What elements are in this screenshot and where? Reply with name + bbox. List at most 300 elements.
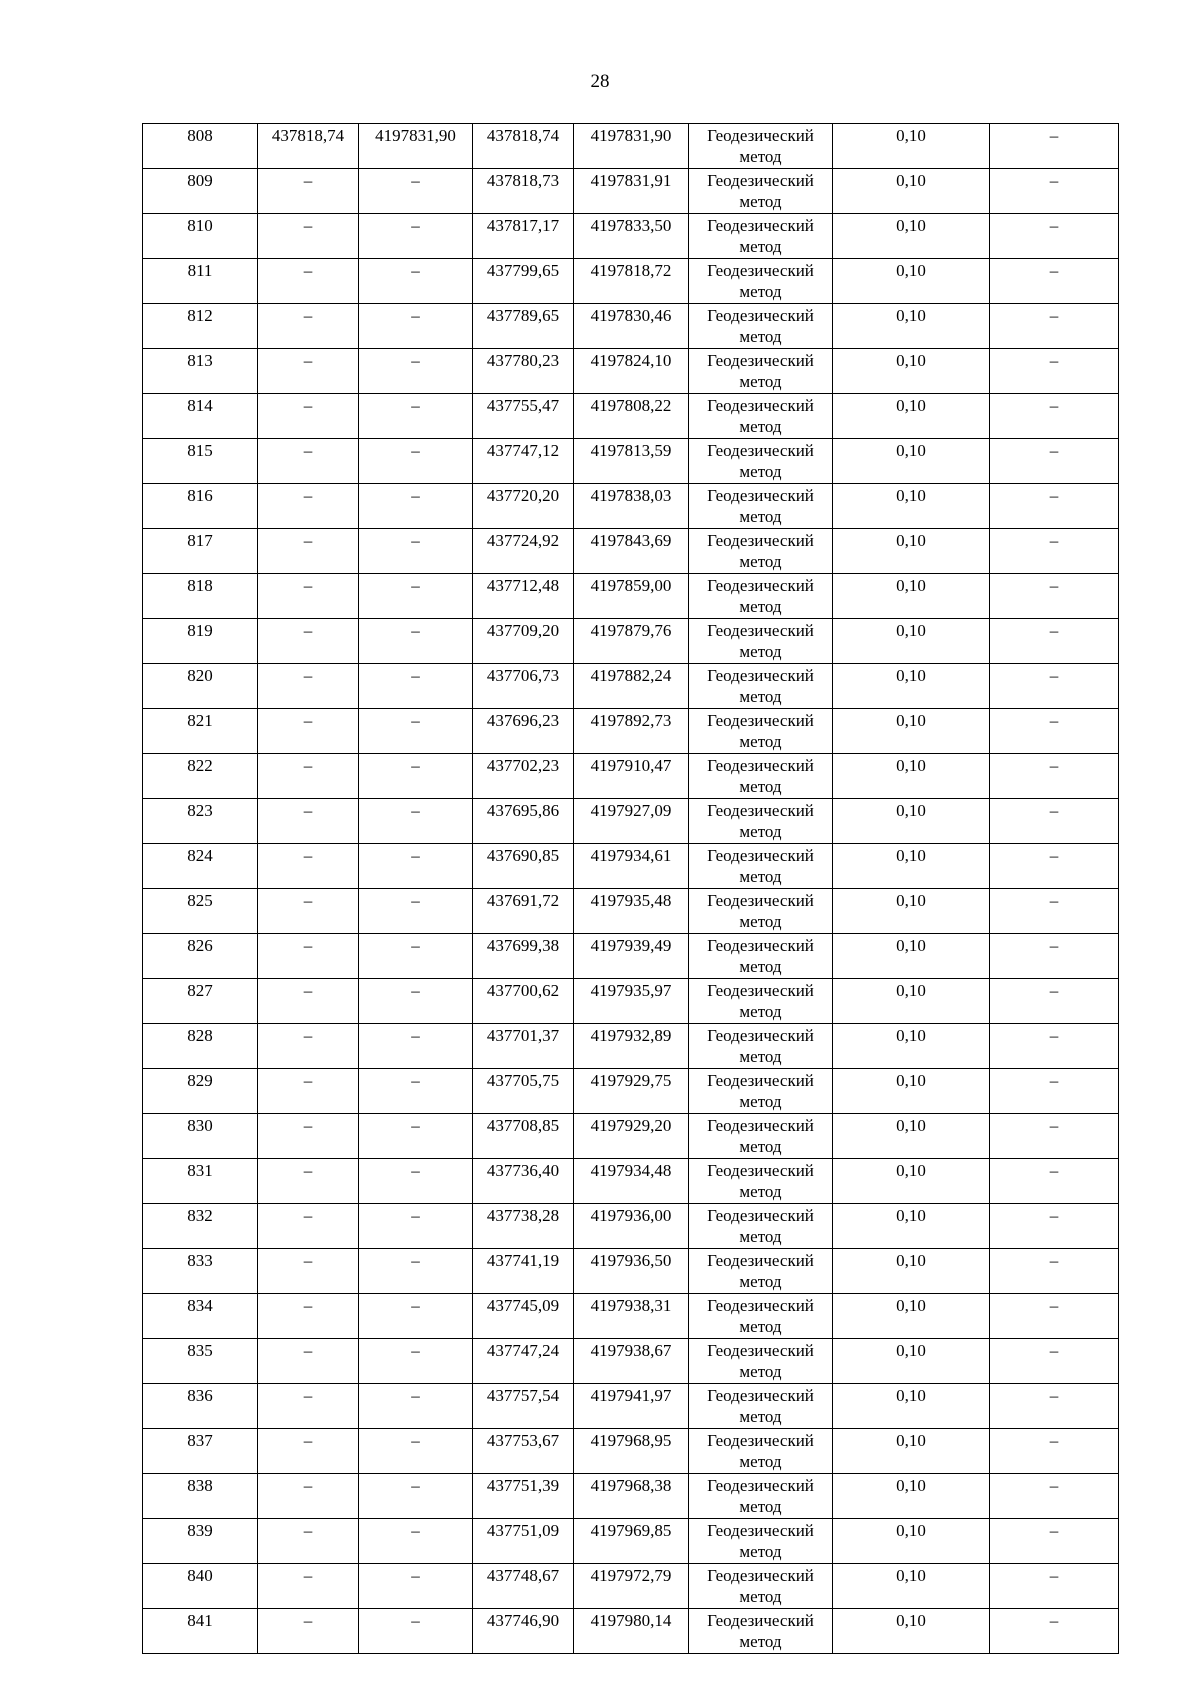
refined-x-cell: 437738,28 (473, 1204, 574, 1249)
table-row (143, 979, 1119, 1024)
note-cell: – (990, 124, 1119, 169)
table-row (143, 574, 1119, 619)
existing-y-cell: – (359, 1429, 473, 1474)
existing-y-cell: – (359, 754, 473, 799)
note-cell: – (990, 754, 1119, 799)
existing-x-cell: – (258, 169, 359, 214)
table-row (143, 1114, 1119, 1159)
table-row (143, 1429, 1119, 1474)
refined-x-cell: 437699,38 (473, 934, 574, 979)
refined-y-cell: 4197813,59 (574, 439, 689, 484)
table-row (143, 1609, 1119, 1654)
refined-y-cell: 4197968,95 (574, 1429, 689, 1474)
existing-x-cell: – (258, 844, 359, 889)
note-cell: – (990, 439, 1119, 484)
existing-x-cell: – (258, 1159, 359, 1204)
accuracy-cell: 0,10 (833, 1159, 990, 1204)
method-cell: Геодезический метод (689, 574, 833, 619)
refined-x-cell: 437724,92 (473, 529, 574, 574)
accuracy-cell: 0,10 (833, 1114, 990, 1159)
method-cell: Геодезический метод (689, 799, 833, 844)
existing-y-cell: – (359, 574, 473, 619)
refined-x-cell: 437753,67 (473, 1429, 574, 1474)
note-cell: – (990, 1249, 1119, 1294)
note-cell: – (990, 1474, 1119, 1519)
existing-y-cell: – (359, 619, 473, 664)
table-row (143, 169, 1119, 214)
note-cell: – (990, 1339, 1119, 1384)
existing-y-cell: – (359, 1564, 473, 1609)
refined-y-cell: 4197934,61 (574, 844, 689, 889)
accuracy-cell: 0,10 (833, 529, 990, 574)
existing-y-cell: – (359, 979, 473, 1024)
existing-y-cell: – (359, 529, 473, 574)
existing-x-cell: – (258, 934, 359, 979)
point-number-cell: 824 (143, 844, 258, 889)
note-cell: – (990, 889, 1119, 934)
method-cell: Геодезический метод (689, 1429, 833, 1474)
table-row (143, 304, 1119, 349)
accuracy-cell: 0,10 (833, 1474, 990, 1519)
existing-x-cell: – (258, 574, 359, 619)
coordinates-table (142, 123, 1119, 1654)
refined-x-cell: 437696,23 (473, 709, 574, 754)
table-row (143, 754, 1119, 799)
existing-y-cell: – (359, 169, 473, 214)
refined-y-cell: 4197972,79 (574, 1564, 689, 1609)
refined-y-cell: 4197935,97 (574, 979, 689, 1024)
existing-x-cell: – (258, 1204, 359, 1249)
accuracy-cell: 0,10 (833, 439, 990, 484)
accuracy-cell: 0,10 (833, 574, 990, 619)
note-cell: – (990, 259, 1119, 304)
point-number-cell: 826 (143, 934, 258, 979)
table-row (143, 619, 1119, 664)
method-cell: Геодезический метод (689, 1024, 833, 1069)
point-number-cell: 827 (143, 979, 258, 1024)
refined-y-cell: 4197831,90 (574, 124, 689, 169)
point-number-cell: 835 (143, 1339, 258, 1384)
accuracy-cell: 0,10 (833, 169, 990, 214)
refined-x-cell: 437720,20 (473, 484, 574, 529)
existing-x-cell: – (258, 304, 359, 349)
note-cell: – (990, 1294, 1119, 1339)
note-cell: – (990, 1384, 1119, 1429)
point-number-cell: 828 (143, 1024, 258, 1069)
method-cell: Геодезический метод (689, 259, 833, 304)
refined-y-cell: 4197929,75 (574, 1069, 689, 1114)
note-cell: – (990, 709, 1119, 754)
existing-y-cell: – (359, 214, 473, 259)
existing-x-cell: – (258, 709, 359, 754)
accuracy-cell: 0,10 (833, 1384, 990, 1429)
refined-x-cell: 437747,24 (473, 1339, 574, 1384)
method-cell: Геодезический метод (689, 1159, 833, 1204)
method-cell: Геодезический метод (689, 1249, 833, 1294)
refined-x-cell: 437706,73 (473, 664, 574, 709)
existing-x-cell: – (258, 1519, 359, 1564)
method-cell: Геодезический метод (689, 664, 833, 709)
table-row (143, 529, 1119, 574)
note-cell: – (990, 394, 1119, 439)
existing-x-cell: – (258, 619, 359, 664)
existing-y-cell: – (359, 664, 473, 709)
existing-y-cell: – (359, 844, 473, 889)
note-cell: – (990, 979, 1119, 1024)
existing-y-cell: – (359, 1069, 473, 1114)
point-number-cell: 819 (143, 619, 258, 664)
accuracy-cell: 0,10 (833, 394, 990, 439)
accuracy-cell: 0,10 (833, 754, 990, 799)
existing-x-cell: – (258, 529, 359, 574)
accuracy-cell: 0,10 (833, 844, 990, 889)
existing-y-cell: 4197831,90 (359, 124, 473, 169)
table-row (143, 1474, 1119, 1519)
note-cell: – (990, 574, 1119, 619)
existing-x-cell: – (258, 214, 359, 259)
existing-x-cell: – (258, 394, 359, 439)
refined-y-cell: 4197980,14 (574, 1609, 689, 1654)
refined-x-cell: 437818,73 (473, 169, 574, 214)
note-cell: – (990, 934, 1119, 979)
note-cell: – (990, 214, 1119, 259)
refined-y-cell: 4197808,22 (574, 394, 689, 439)
point-number-cell: 836 (143, 1384, 258, 1429)
existing-x-cell: 437818,74 (258, 124, 359, 169)
refined-y-cell: 4197833,50 (574, 214, 689, 259)
point-number-cell: 810 (143, 214, 258, 259)
method-cell: Геодезический метод (689, 394, 833, 439)
method-cell: Геодезический метод (689, 1519, 833, 1564)
point-number-cell: 840 (143, 1564, 258, 1609)
method-cell: Геодезический метод (689, 1294, 833, 1339)
method-cell: Геодезический метод (689, 1474, 833, 1519)
table-row (143, 799, 1119, 844)
existing-x-cell: – (258, 259, 359, 304)
refined-x-cell: 437691,72 (473, 889, 574, 934)
existing-x-cell: – (258, 754, 359, 799)
point-number-cell: 813 (143, 349, 258, 394)
existing-x-cell: – (258, 1474, 359, 1519)
existing-x-cell: – (258, 1294, 359, 1339)
table-row (143, 889, 1119, 934)
table-row (143, 934, 1119, 979)
table-row (143, 484, 1119, 529)
existing-y-cell: – (359, 1384, 473, 1429)
existing-x-cell: – (258, 1114, 359, 1159)
accuracy-cell: 0,10 (833, 124, 990, 169)
method-cell: Геодезический метод (689, 1384, 833, 1429)
method-cell: Геодезический метод (689, 439, 833, 484)
method-cell: Геодезический метод (689, 709, 833, 754)
accuracy-cell: 0,10 (833, 979, 990, 1024)
table-row (143, 1339, 1119, 1384)
existing-x-cell: – (258, 1339, 359, 1384)
existing-x-cell: – (258, 484, 359, 529)
refined-y-cell: 4197859,00 (574, 574, 689, 619)
method-cell: Геодезический метод (689, 889, 833, 934)
accuracy-cell: 0,10 (833, 1609, 990, 1654)
refined-x-cell: 437751,09 (473, 1519, 574, 1564)
table-row (143, 1069, 1119, 1114)
table-row (143, 349, 1119, 394)
refined-y-cell: 4197935,48 (574, 889, 689, 934)
existing-y-cell: – (359, 889, 473, 934)
table-row (143, 394, 1119, 439)
refined-x-cell: 437708,85 (473, 1114, 574, 1159)
point-number-cell: 818 (143, 574, 258, 619)
note-cell: – (990, 1114, 1119, 1159)
method-cell: Геодезический метод (689, 1339, 833, 1384)
accuracy-cell: 0,10 (833, 1024, 990, 1069)
refined-x-cell: 437701,37 (473, 1024, 574, 1069)
accuracy-cell: 0,10 (833, 664, 990, 709)
accuracy-cell: 0,10 (833, 304, 990, 349)
refined-y-cell: 4197941,97 (574, 1384, 689, 1429)
point-number-cell: 830 (143, 1114, 258, 1159)
existing-x-cell: – (258, 349, 359, 394)
table-row (143, 709, 1119, 754)
refined-y-cell: 4197830,46 (574, 304, 689, 349)
refined-y-cell: 4197831,91 (574, 169, 689, 214)
method-cell: Геодезический метод (689, 844, 833, 889)
existing-x-cell: – (258, 1024, 359, 1069)
note-cell: – (990, 304, 1119, 349)
refined-y-cell: 4197934,48 (574, 1159, 689, 1204)
method-cell: Геодезический метод (689, 1069, 833, 1114)
refined-x-cell: 437690,85 (473, 844, 574, 889)
existing-x-cell: – (258, 1384, 359, 1429)
refined-y-cell: 4197968,38 (574, 1474, 689, 1519)
note-cell: – (990, 1564, 1119, 1609)
point-number-cell: 831 (143, 1159, 258, 1204)
note-cell: – (990, 529, 1119, 574)
table-row (143, 1024, 1119, 1069)
method-cell: Геодезический метод (689, 1564, 833, 1609)
point-number-cell: 839 (143, 1519, 258, 1564)
existing-x-cell: – (258, 1564, 359, 1609)
existing-x-cell: – (258, 664, 359, 709)
point-number-cell: 808 (143, 124, 258, 169)
accuracy-cell: 0,10 (833, 1429, 990, 1474)
refined-x-cell: 437817,17 (473, 214, 574, 259)
accuracy-cell: 0,10 (833, 1564, 990, 1609)
note-cell: – (990, 619, 1119, 664)
refined-y-cell: 4197892,73 (574, 709, 689, 754)
existing-y-cell: – (359, 1339, 473, 1384)
point-number-cell: 812 (143, 304, 258, 349)
point-number-cell: 841 (143, 1609, 258, 1654)
accuracy-cell: 0,10 (833, 1249, 990, 1294)
refined-x-cell: 437780,23 (473, 349, 574, 394)
refined-x-cell: 437700,62 (473, 979, 574, 1024)
point-number-cell: 809 (143, 169, 258, 214)
accuracy-cell: 0,10 (833, 934, 990, 979)
point-number-cell: 832 (143, 1204, 258, 1249)
point-number-cell: 814 (143, 394, 258, 439)
table-row (143, 1564, 1119, 1609)
refined-y-cell: 4197929,20 (574, 1114, 689, 1159)
refined-x-cell: 437799,65 (473, 259, 574, 304)
point-number-cell: 816 (143, 484, 258, 529)
accuracy-cell: 0,10 (833, 619, 990, 664)
existing-y-cell: – (359, 484, 473, 529)
refined-x-cell: 437745,09 (473, 1294, 574, 1339)
page-number: 28 (590, 71, 610, 92)
existing-y-cell: – (359, 709, 473, 754)
note-cell: – (990, 169, 1119, 214)
point-number-cell: 834 (143, 1294, 258, 1339)
refined-x-cell: 437747,12 (473, 439, 574, 484)
existing-y-cell: – (359, 259, 473, 304)
existing-y-cell: – (359, 304, 473, 349)
table-row (143, 1204, 1119, 1249)
refined-x-cell: 437702,23 (473, 754, 574, 799)
note-cell: – (990, 844, 1119, 889)
note-cell: – (990, 799, 1119, 844)
refined-x-cell: 437712,48 (473, 574, 574, 619)
method-cell: Геодезический метод (689, 169, 833, 214)
existing-x-cell: – (258, 979, 359, 1024)
existing-y-cell: – (359, 394, 473, 439)
accuracy-cell: 0,10 (833, 1204, 990, 1249)
method-cell: Геодезический метод (689, 349, 833, 394)
existing-y-cell: – (359, 1519, 473, 1564)
accuracy-cell: 0,10 (833, 1339, 990, 1384)
refined-y-cell: 4197882,24 (574, 664, 689, 709)
method-cell: Геодезический метод (689, 304, 833, 349)
refined-y-cell: 4197936,00 (574, 1204, 689, 1249)
refined-x-cell: 437741,19 (473, 1249, 574, 1294)
refined-y-cell: 4197969,85 (574, 1519, 689, 1564)
method-cell: Геодезический метод (689, 619, 833, 664)
refined-x-cell: 437746,90 (473, 1609, 574, 1654)
existing-y-cell: – (359, 349, 473, 394)
method-cell: Геодезический метод (689, 529, 833, 574)
note-cell: – (990, 1069, 1119, 1114)
refined-y-cell: 4197824,10 (574, 349, 689, 394)
point-number-cell: 825 (143, 889, 258, 934)
accuracy-cell: 0,10 (833, 1294, 990, 1339)
accuracy-cell: 0,10 (833, 889, 990, 934)
existing-y-cell: – (359, 1249, 473, 1294)
existing-y-cell: – (359, 934, 473, 979)
existing-y-cell: – (359, 1294, 473, 1339)
method-cell: Геодезический метод (689, 754, 833, 799)
accuracy-cell: 0,10 (833, 1069, 990, 1114)
refined-x-cell: 437748,67 (473, 1564, 574, 1609)
accuracy-cell: 0,10 (833, 484, 990, 529)
point-number-cell: 829 (143, 1069, 258, 1114)
point-number-cell: 817 (143, 529, 258, 574)
table-row (143, 664, 1119, 709)
existing-y-cell: – (359, 1114, 473, 1159)
refined-x-cell: 437757,54 (473, 1384, 574, 1429)
method-cell: Геодезический метод (689, 1114, 833, 1159)
refined-y-cell: 4197927,09 (574, 799, 689, 844)
point-number-cell: 837 (143, 1429, 258, 1474)
point-number-cell: 833 (143, 1249, 258, 1294)
table-row (143, 1384, 1119, 1429)
existing-y-cell: – (359, 799, 473, 844)
method-cell: Геодезический метод (689, 214, 833, 259)
table-row (143, 259, 1119, 304)
refined-x-cell: 437705,75 (473, 1069, 574, 1114)
table-row (143, 844, 1119, 889)
accuracy-cell: 0,10 (833, 799, 990, 844)
accuracy-cell: 0,10 (833, 349, 990, 394)
refined-x-cell: 437695,86 (473, 799, 574, 844)
existing-y-cell: – (359, 1159, 473, 1204)
note-cell: – (990, 1159, 1119, 1204)
note-cell: – (990, 1519, 1119, 1564)
refined-x-cell: 437736,40 (473, 1159, 574, 1204)
method-cell: Геодезический метод (689, 979, 833, 1024)
existing-y-cell: – (359, 1024, 473, 1069)
note-cell: – (990, 484, 1119, 529)
table-row (143, 214, 1119, 259)
method-cell: Геодезический метод (689, 1609, 833, 1654)
note-cell: – (990, 1024, 1119, 1069)
refined-y-cell: 4197838,03 (574, 484, 689, 529)
point-number-cell: 838 (143, 1474, 258, 1519)
existing-x-cell: – (258, 1069, 359, 1114)
existing-y-cell: – (359, 439, 473, 484)
point-number-cell: 821 (143, 709, 258, 754)
refined-y-cell: 4197818,72 (574, 259, 689, 304)
table-row (143, 1159, 1119, 1204)
method-cell: Геодезический метод (689, 484, 833, 529)
refined-y-cell: 4197910,47 (574, 754, 689, 799)
refined-x-cell: 437789,65 (473, 304, 574, 349)
existing-x-cell: – (258, 799, 359, 844)
existing-x-cell: – (258, 1609, 359, 1654)
refined-y-cell: 4197879,76 (574, 619, 689, 664)
accuracy-cell: 0,10 (833, 259, 990, 304)
table-row (143, 1519, 1119, 1564)
table-body (143, 124, 1119, 1654)
existing-y-cell: – (359, 1609, 473, 1654)
point-number-cell: 823 (143, 799, 258, 844)
point-number-cell: 811 (143, 259, 258, 304)
refined-y-cell: 4197936,50 (574, 1249, 689, 1294)
accuracy-cell: 0,10 (833, 709, 990, 754)
table-row (143, 1294, 1119, 1339)
point-number-cell: 820 (143, 664, 258, 709)
refined-y-cell: 4197939,49 (574, 934, 689, 979)
refined-x-cell: 437709,20 (473, 619, 574, 664)
existing-x-cell: – (258, 889, 359, 934)
existing-x-cell: – (258, 439, 359, 484)
refined-x-cell: 437818,74 (473, 124, 574, 169)
method-cell: Геодезический метод (689, 934, 833, 979)
accuracy-cell: 0,10 (833, 214, 990, 259)
note-cell: – (990, 1429, 1119, 1474)
note-cell: – (990, 1204, 1119, 1249)
table-row (143, 439, 1119, 484)
refined-x-cell: 437755,47 (473, 394, 574, 439)
refined-y-cell: 4197938,31 (574, 1294, 689, 1339)
existing-x-cell: – (258, 1429, 359, 1474)
table-row (143, 1249, 1119, 1294)
table-row (143, 124, 1119, 169)
note-cell: – (990, 1609, 1119, 1654)
method-cell: Геодезический метод (689, 1204, 833, 1249)
point-number-cell: 822 (143, 754, 258, 799)
refined-y-cell: 4197932,89 (574, 1024, 689, 1069)
refined-x-cell: 437751,39 (473, 1474, 574, 1519)
note-cell: – (990, 349, 1119, 394)
